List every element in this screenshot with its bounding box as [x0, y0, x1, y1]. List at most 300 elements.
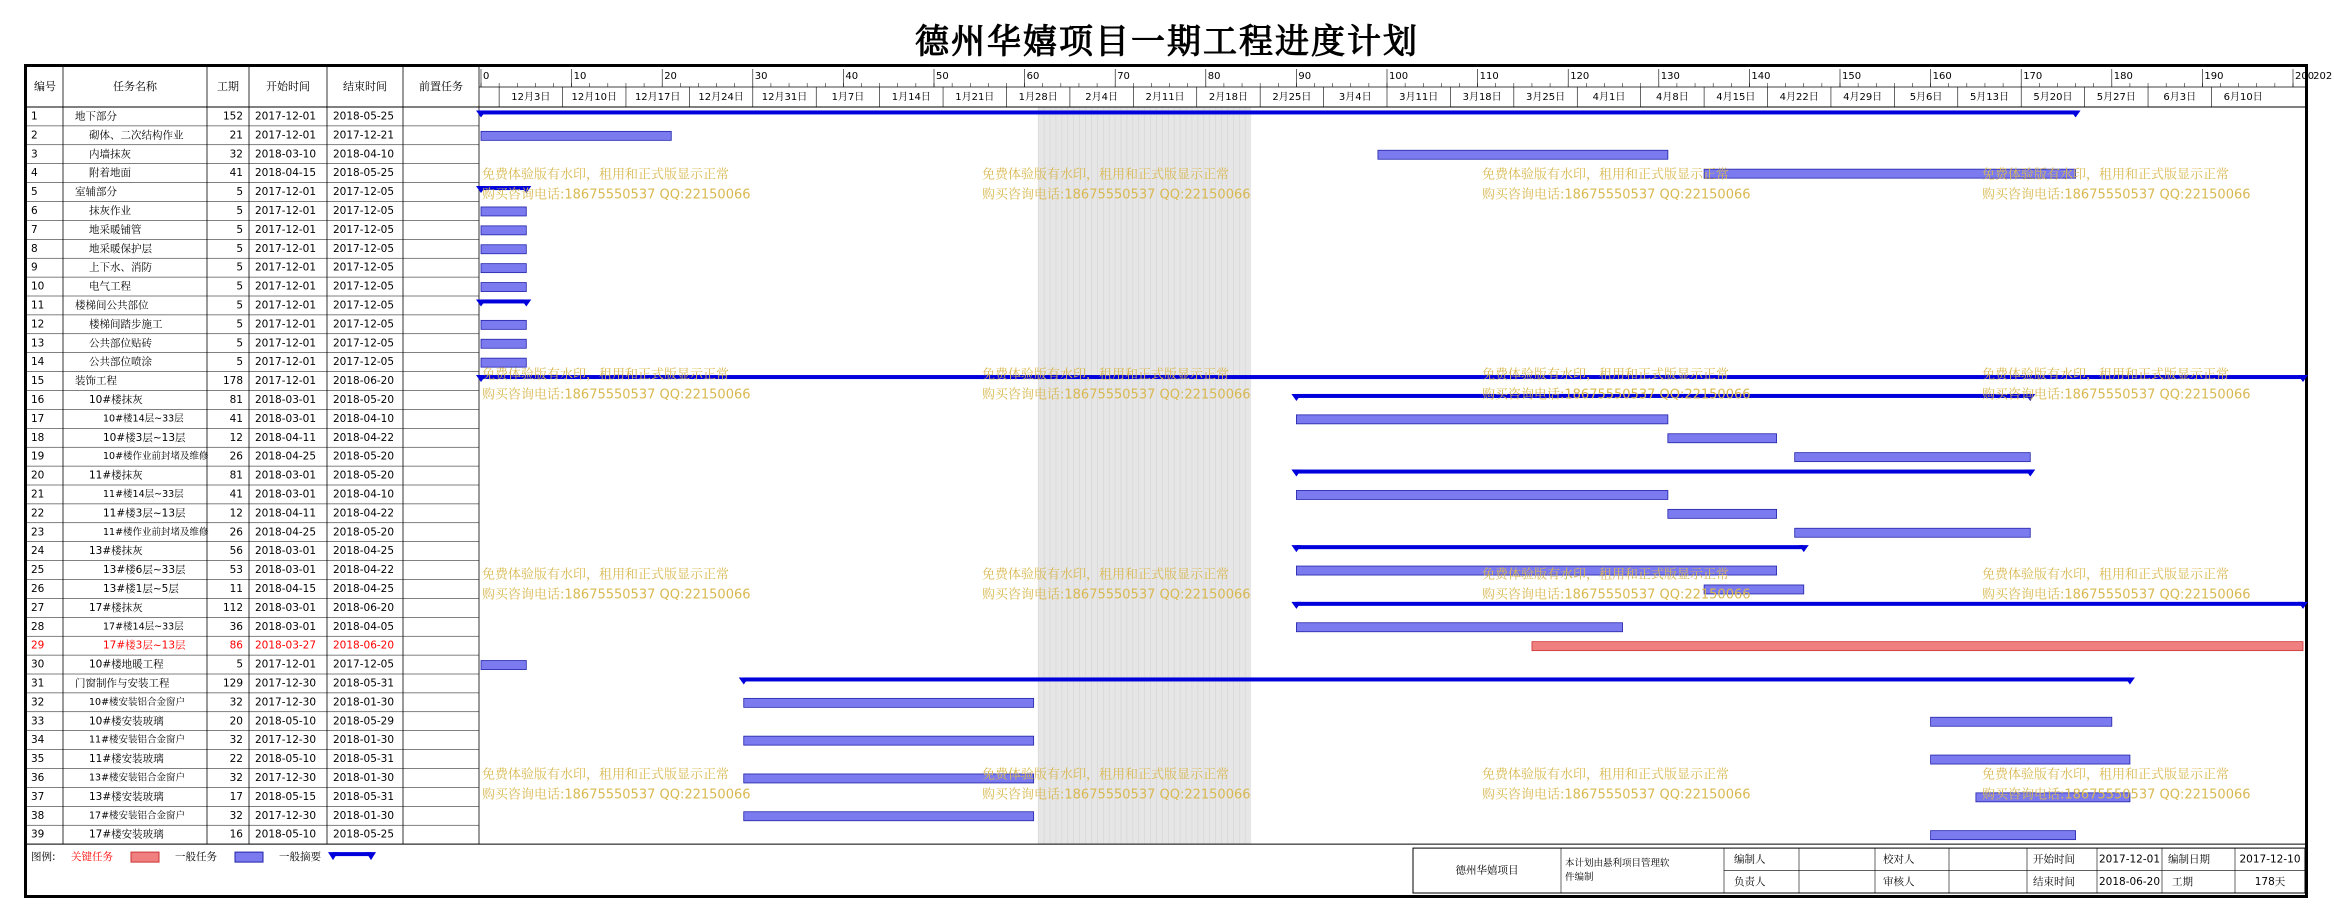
task-name: 电气工程 — [89, 280, 131, 293]
task-name: 10#楼地暖工程 — [89, 658, 164, 671]
task-name: 17#楼14层~33层 — [103, 621, 184, 633]
week-label: 3月4日 — [1338, 92, 1372, 103]
task-end: 2018-01-30 — [333, 734, 395, 747]
week-label: 5月20日 — [2033, 92, 2073, 103]
week-label: 12月31日 — [761, 92, 808, 103]
footer-note: 本计划由悬利项目管理软 — [1565, 858, 1670, 870]
task-id: 27 — [31, 601, 45, 614]
task-name: 附着地面 — [89, 167, 131, 180]
task-start: 2017-12-01 — [255, 356, 317, 369]
task-bar — [1931, 755, 2130, 764]
task-start: 2017-12-01 — [255, 242, 317, 255]
task-start: 2017-12-01 — [255, 110, 317, 123]
task-duration: 5 — [236, 299, 243, 312]
week-label: 1月14日 — [891, 92, 931, 103]
task-end: 2017-12-21 — [333, 129, 395, 142]
task-duration: 32 — [229, 696, 243, 709]
task-duration: 152 — [222, 110, 243, 123]
task-start: 2017-12-30 — [255, 677, 317, 690]
task-id: 6 — [31, 204, 38, 217]
week-label: 3月18日 — [1462, 92, 1502, 103]
task-duration: 32 — [229, 771, 243, 784]
task-end: 2017-12-05 — [333, 318, 395, 331]
task-id: 26 — [31, 582, 45, 595]
task-id: 19 — [31, 450, 45, 463]
watermark-line1: 免费体验版有水印，租用和正式版显示正常 — [1482, 367, 1730, 383]
task-end: 2017-12-05 — [333, 280, 395, 293]
task-id: 8 — [31, 242, 38, 255]
day-number-label: 190 — [2204, 71, 2224, 82]
task-duration: 17 — [229, 790, 243, 803]
task-name: 装饰工程 — [75, 375, 117, 388]
footer-end-value: 2018-06-20 — [2098, 875, 2161, 888]
task-bar — [481, 131, 671, 140]
footer-duration-value: 178天 — [2254, 875, 2286, 888]
watermark-line1: 免费体验版有水印，租用和正式版显示正常 — [1482, 767, 1730, 783]
task-start: 2017-12-01 — [255, 318, 317, 331]
task-start: 2017-12-01 — [255, 280, 317, 293]
day-number-label: 0 — [483, 71, 490, 82]
week-label: 4月22日 — [1779, 92, 1819, 103]
task-name: 13#楼安装玻璃 — [89, 790, 164, 803]
task-start: 2017-12-01 — [255, 375, 317, 388]
task-end: 2018-04-22 — [333, 507, 395, 520]
footer-prepared-by: 编制人 — [1734, 853, 1766, 866]
task-name: 地采暖铺管 — [89, 223, 142, 236]
task-name: 11#楼抹灰 — [89, 469, 143, 482]
legend-summary-label: 一般摘要 — [279, 851, 321, 864]
task-end: 2017-12-05 — [333, 356, 395, 369]
task-bar — [744, 736, 1034, 745]
task-start: 2018-03-01 — [255, 601, 317, 614]
watermark-line2: 购买咨询电话:18675550537 QQ:22150066 — [482, 587, 751, 603]
watermark-line1: 免费体验版有水印，租用和正式版显示正常 — [482, 367, 730, 383]
task-start: 2017-12-01 — [255, 223, 317, 236]
task-duration: 21 — [229, 129, 243, 142]
watermark-line1: 免费体验版有水印，租用和正式版显示正常 — [1482, 567, 1730, 583]
task-start: 2017-12-30 — [255, 696, 317, 709]
task-start: 2018-04-25 — [255, 450, 317, 463]
footer-note-cont: 件编制 — [1565, 872, 1594, 884]
footer-made-label: 编制日期 — [2168, 853, 2210, 866]
task-name: 门窗制作与安装工程 — [75, 677, 170, 690]
task-start: 2018-03-01 — [255, 545, 317, 558]
task-end: 2018-04-10 — [333, 148, 395, 161]
week-label: 4月15日 — [1716, 92, 1756, 103]
task-end: 2018-05-20 — [333, 469, 395, 482]
task-name: 17#楼安装铝合金窗户 — [89, 810, 186, 822]
watermark-line2: 购买咨询电话:18675550537 QQ:22150066 — [982, 187, 1251, 203]
watermark-line2: 购买咨询电话:18675550537 QQ:22150066 — [482, 787, 751, 803]
task-duration: 12 — [229, 431, 243, 444]
task-name: 公共部位贴砖 — [89, 337, 152, 350]
watermark-line2: 购买咨询电话:18675550537 QQ:22150066 — [982, 587, 1251, 603]
task-bar — [481, 661, 526, 670]
task-name: 地采暖保护层 — [89, 242, 152, 255]
task-bar — [481, 339, 526, 348]
task-end: 2017-12-05 — [333, 242, 395, 255]
task-duration: 16 — [229, 828, 243, 841]
task-id: 37 — [31, 790, 45, 803]
watermark-line2: 购买咨询电话:18675550537 QQ:22150066 — [1482, 387, 1751, 403]
footer-start-value: 2017-12-01 — [2098, 853, 2161, 866]
task-duration: 11 — [229, 582, 243, 595]
task-id: 34 — [31, 734, 45, 747]
task-bar — [481, 320, 526, 329]
gantt-chart — [27, 67, 2333, 895]
day-number-label: 140 — [1751, 71, 1771, 82]
watermark-line2: 购买咨询电话:18675550537 QQ:22150066 — [1482, 187, 1751, 203]
task-duration: 129 — [222, 677, 243, 690]
footer-made-value: 2017-12-10 — [2239, 853, 2301, 866]
day-number-label: 200 — [2295, 71, 2315, 82]
week-label: 5月13日 — [1969, 92, 2010, 103]
day-number-label-end: 202 — [2313, 71, 2333, 82]
task-id: 16 — [31, 393, 45, 406]
task-end: 2017-12-05 — [333, 261, 395, 274]
watermark-line2: 购买咨询电话:18675550537 QQ:22150066 — [1482, 587, 1751, 603]
watermark-line2: 购买咨询电话:18675550537 QQ:22150066 — [1982, 587, 2251, 603]
watermark-line1: 免费体验版有水印，租用和正式版显示正常 — [1982, 767, 2230, 783]
task-end: 2018-05-31 — [333, 790, 395, 803]
task-start: 2017-12-30 — [255, 734, 317, 747]
week-label: 3月11日 — [1399, 92, 1439, 103]
day-number-label: 30 — [754, 71, 768, 82]
day-number-label: 90 — [1298, 71, 1312, 82]
watermark-line1: 免费体验版有水印，租用和正式版显示正常 — [982, 367, 1230, 383]
task-end: 2018-05-31 — [333, 753, 395, 766]
task-bar — [481, 283, 526, 292]
task-id: 30 — [31, 658, 45, 671]
footer-responsible: 负责人 — [1734, 875, 1766, 888]
task-id: 14 — [31, 356, 45, 369]
task-start: 2017-12-30 — [255, 771, 317, 784]
task-end: 2018-01-30 — [333, 771, 395, 784]
watermark-line1: 免费体验版有水印，租用和正式版显示正常 — [982, 567, 1230, 583]
task-name: 11#楼14层~33层 — [103, 488, 184, 500]
week-label: 4月8日 — [1656, 92, 1689, 103]
task-bar — [1296, 623, 1622, 632]
task-name: 11#楼安装玻璃 — [89, 753, 164, 766]
task-id: 36 — [31, 771, 45, 784]
task-id: 20 — [31, 469, 45, 482]
task-name: 13#楼安装铝合金窗户 — [89, 772, 186, 784]
task-duration: 112 — [222, 601, 243, 614]
watermark-line1: 免费体验版有水印，租用和正式版显示正常 — [982, 167, 1230, 183]
summary-bar — [1296, 545, 1803, 549]
task-start: 2018-04-15 — [255, 167, 317, 180]
task-bar — [481, 226, 526, 235]
watermark-line1: 免费体验版有水印，租用和正式版显示正常 — [482, 767, 730, 783]
task-start: 2018-03-01 — [255, 564, 317, 577]
column-header-end: 结束时间 — [343, 80, 387, 93]
task-end: 2018-06-20 — [333, 375, 395, 388]
task-end: 2017-12-05 — [333, 186, 395, 199]
watermark-line2: 购买咨询电话:18675550537 QQ:22150066 — [982, 387, 1251, 403]
task-end: 2018-05-25 — [333, 110, 395, 123]
watermark-line2: 购买咨询电话:18675550537 QQ:22150066 — [1982, 387, 2251, 403]
task-duration: 53 — [229, 564, 243, 577]
week-label: 1月28日 — [1018, 92, 1058, 103]
week-label: 3月25日 — [1526, 92, 1566, 103]
week-label: 1月21日 — [955, 92, 995, 103]
task-end: 2017-12-05 — [333, 299, 395, 312]
watermark-line1: 免费体验版有水印，租用和正式版显示正常 — [482, 567, 730, 583]
summary-bar — [481, 299, 526, 303]
task-id: 12 — [31, 318, 45, 331]
task-start: 2017-12-01 — [255, 337, 317, 350]
task-end: 2018-05-20 — [333, 393, 395, 406]
task-name: 13#楼1层~5层 — [103, 582, 179, 595]
task-bar — [1378, 150, 1668, 159]
week-label: 4月1日 — [1592, 92, 1626, 103]
task-id: 1 — [31, 110, 38, 123]
task-name: 楼梯间公共部位 — [75, 299, 149, 312]
task-name: 13#楼6层~33层 — [103, 564, 186, 577]
task-bar — [1668, 509, 1777, 518]
task-bar — [744, 812, 1034, 821]
watermark-line2: 购买咨询电话:18675550537 QQ:22150066 — [1982, 787, 2251, 803]
legend-critical-label: 关键任务 — [71, 851, 113, 864]
task-name: 10#楼14层~33层 — [103, 413, 184, 425]
day-number-label: 170 — [2023, 71, 2043, 82]
column-header-dur: 工期 — [217, 80, 239, 93]
task-name: 11#楼作业前封堵及维修 — [103, 526, 209, 538]
day-number-label: 130 — [1660, 71, 1680, 82]
task-start: 2018-03-01 — [255, 393, 317, 406]
footer-end-label: 结束时间 — [2033, 875, 2075, 888]
watermark-line2: 购买咨询电话:18675550537 QQ:22150066 — [982, 787, 1251, 803]
task-duration: 5 — [236, 242, 243, 255]
task-start: 2018-05-10 — [255, 753, 317, 766]
day-number-label: 60 — [1026, 71, 1040, 82]
footer-start-label: 开始时间 — [2033, 853, 2075, 866]
task-bar — [481, 207, 526, 216]
day-number-label: 120 — [1570, 71, 1590, 82]
task-name: 17#楼安装玻璃 — [89, 828, 164, 841]
watermark-line2: 购买咨询电话:18675550537 QQ:22150066 — [1982, 187, 2251, 203]
task-bar — [1296, 415, 1667, 424]
column-header-start: 开始时间 — [266, 80, 310, 93]
task-id: 11 — [31, 299, 45, 312]
task-id: 13 — [31, 337, 45, 350]
gantt-frame — [24, 64, 2333, 898]
task-name: 地下部分 — [75, 110, 117, 123]
task-end: 2017-12-05 — [333, 658, 395, 671]
task-id: 7 — [31, 223, 38, 236]
task-id: 15 — [31, 375, 45, 388]
task-duration: 41 — [229, 488, 243, 501]
task-duration: 20 — [229, 715, 243, 728]
task-id: 3 — [31, 148, 38, 161]
task-start: 2018-04-11 — [255, 507, 317, 520]
footer-checked-by: 校对人 — [1883, 853, 1915, 866]
day-number-label: 110 — [1479, 71, 1499, 82]
task-bar — [1931, 831, 2076, 840]
watermark-line1: 免费体验版有水印，租用和正式版显示正常 — [482, 167, 730, 183]
day-number-label: 100 — [1389, 71, 1409, 82]
task-end: 2018-01-30 — [333, 809, 395, 822]
task-end: 2018-01-30 — [333, 696, 395, 709]
task-id: 23 — [31, 526, 45, 539]
legend-label: 图例: — [31, 851, 56, 864]
task-name: 11#楼安装铝合金窗户 — [89, 734, 186, 746]
footer-project: 德州华嬉项目 — [1455, 864, 1519, 877]
summary-bar — [744, 677, 2130, 681]
task-duration: 81 — [229, 469, 243, 482]
task-name: 17#楼3层~13层 — [103, 639, 186, 652]
task-name: 10#楼安装铝合金窗户 — [89, 696, 186, 708]
task-name: 11#楼3层~13层 — [103, 507, 186, 520]
task-name: 抹灰作业 — [89, 204, 131, 217]
task-start: 2018-05-10 — [255, 828, 317, 841]
week-label: 2月4日 — [1085, 92, 1118, 103]
week-label: 12月24日 — [698, 92, 744, 103]
watermark-line1: 免费体验版有水印，租用和正式版显示正常 — [1982, 567, 2230, 583]
day-number-label: 50 — [936, 71, 949, 82]
task-name: 10#楼安装玻璃 — [89, 715, 164, 728]
task-end: 2018-05-29 — [333, 715, 395, 728]
task-id: 31 — [31, 677, 45, 690]
task-end: 2017-12-05 — [333, 223, 395, 236]
summary-bar — [481, 110, 2076, 114]
task-start: 2018-04-25 — [255, 526, 317, 539]
task-start: 2018-05-10 — [255, 715, 317, 728]
task-start: 2018-03-01 — [255, 469, 317, 482]
task-id: 21 — [31, 488, 45, 501]
task-start: 2017-12-30 — [255, 809, 317, 822]
task-end: 2018-05-25 — [333, 167, 395, 180]
task-duration: 5 — [236, 204, 243, 217]
task-name: 公共部位喷涂 — [89, 356, 152, 369]
task-name: 17#楼抹灰 — [89, 601, 143, 614]
week-label: 6月3日 — [2163, 92, 2197, 103]
task-bar — [1795, 453, 2031, 462]
task-start: 2018-05-15 — [255, 790, 317, 803]
task-id: 29 — [31, 639, 45, 652]
task-duration: 86 — [229, 639, 243, 652]
task-duration: 81 — [229, 393, 243, 406]
task-duration: 36 — [229, 620, 243, 633]
task-name: 10#楼抹灰 — [89, 393, 143, 406]
day-number-label: 180 — [2113, 71, 2133, 82]
task-end: 2017-12-05 — [333, 337, 395, 350]
task-id: 25 — [31, 564, 45, 577]
task-id: 32 — [31, 696, 45, 709]
day-number-label: 70 — [1117, 71, 1130, 82]
task-duration: 5 — [236, 280, 243, 293]
task-end: 2018-04-10 — [333, 488, 395, 501]
task-end: 2018-04-05 — [333, 620, 395, 633]
task-end: 2018-05-25 — [333, 828, 395, 841]
task-id: 10 — [31, 280, 45, 293]
critical-task-bar — [1532, 642, 2303, 651]
legend-critical-swatch — [131, 852, 159, 862]
watermark-line2: 购买咨询电话:18675550537 QQ:22150066 — [482, 187, 751, 203]
task-name: 楼梯间踏步施工 — [89, 318, 163, 331]
task-duration: 5 — [236, 337, 243, 350]
task-start: 2017-12-01 — [255, 186, 317, 199]
task-id: 4 — [31, 167, 38, 180]
task-start: 2018-03-27 — [255, 639, 317, 652]
week-label: 2月18日 — [1208, 92, 1248, 103]
task-name: 10#楼3层~13层 — [103, 431, 186, 444]
task-id: 24 — [31, 545, 45, 558]
summary-bar — [1296, 470, 2030, 474]
task-start: 2017-12-01 — [255, 261, 317, 274]
task-name: 上下水、消防 — [89, 261, 152, 274]
task-start: 2017-12-01 — [255, 299, 317, 312]
task-duration: 5 — [236, 223, 243, 236]
task-duration: 5 — [236, 261, 243, 274]
task-end: 2018-06-20 — [333, 601, 395, 614]
day-number-label: 160 — [1932, 71, 1952, 82]
task-end: 2018-05-20 — [333, 526, 395, 539]
day-number-label: 150 — [1842, 71, 1862, 82]
task-id: 22 — [31, 507, 45, 520]
week-label: 4月29日 — [1843, 92, 1883, 103]
task-end: 2018-05-20 — [333, 450, 395, 463]
task-start: 2017-12-01 — [255, 129, 317, 142]
task-name: 内墙抹灰 — [89, 148, 131, 161]
task-id: 9 — [31, 261, 38, 274]
task-end: 2018-04-22 — [333, 431, 395, 444]
watermark-line2: 购买咨询电话:18675550537 QQ:22150066 — [482, 387, 751, 403]
task-bar — [481, 245, 526, 254]
task-id: 33 — [31, 715, 45, 728]
task-duration: 5 — [236, 318, 243, 331]
week-label: 5月27日 — [2096, 92, 2136, 103]
watermark-line1: 免费体验版有水印，租用和正式版显示正常 — [982, 767, 1230, 783]
watermark-line2: 购买咨询电话:18675550537 QQ:22150066 — [1482, 787, 1751, 803]
task-id: 38 — [31, 809, 45, 822]
task-start: 2018-03-01 — [255, 412, 317, 425]
column-header-pred: 前置任务 — [419, 80, 463, 93]
page-title: 德州华嬉项目一期工程进度计划 — [915, 22, 1419, 62]
task-duration: 56 — [229, 545, 243, 558]
task-duration: 22 — [229, 753, 243, 766]
day-number-label: 40 — [845, 71, 859, 82]
task-id: 39 — [31, 828, 45, 841]
task-bar — [1668, 434, 1777, 443]
task-duration: 32 — [229, 148, 243, 161]
task-end: 2017-12-05 — [333, 204, 395, 217]
task-id: 18 — [31, 431, 45, 444]
task-duration: 41 — [229, 412, 243, 425]
task-start: 2018-03-01 — [255, 488, 317, 501]
watermark-line1: 免费体验版有水印，租用和正式版显示正常 — [1982, 167, 2230, 183]
task-name: 10#楼作业前封堵及维修 — [103, 451, 209, 463]
day-number-label: 10 — [573, 71, 587, 82]
legend-summary-swatch — [333, 852, 371, 856]
task-duration: 26 — [229, 526, 243, 539]
task-id: 5 — [31, 186, 38, 199]
column-header-name: 任务名称 — [113, 80, 157, 93]
task-end: 2018-04-25 — [333, 582, 395, 595]
task-bar — [1931, 717, 2112, 726]
task-start: 2017-12-01 — [255, 204, 317, 217]
task-start: 2018-03-10 — [255, 148, 317, 161]
task-start: 2018-03-01 — [255, 620, 317, 633]
legend-normal-swatch — [235, 852, 263, 862]
day-number-label: 80 — [1207, 71, 1221, 82]
footer-duration-label: 工期 — [2172, 875, 2193, 888]
task-name: 13#楼抹灰 — [89, 545, 143, 558]
task-start: 2018-04-15 — [255, 582, 317, 595]
task-end: 2018-06-20 — [333, 639, 395, 652]
column-header-id: 编号 — [34, 80, 56, 93]
week-label: 1月7日 — [831, 92, 865, 103]
